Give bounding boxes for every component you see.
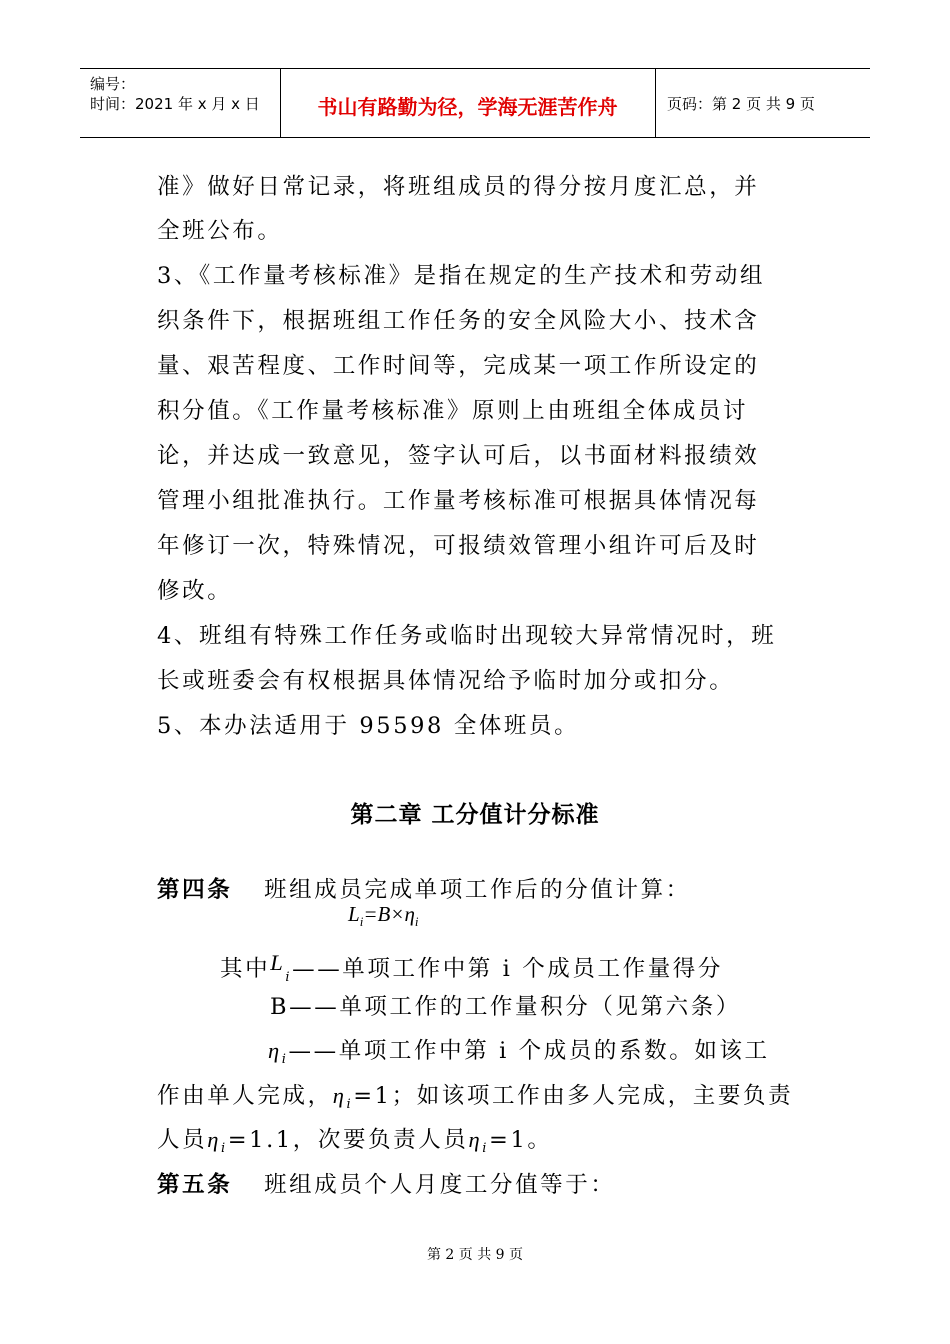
article-4: [157, 875, 691, 905]
definition-L: [220, 948, 723, 993]
def3-text: ——单项工作中第 i 个成员的系数。如该工: [288, 1038, 770, 1064]
body-line: 准》做好日常记录，将班组成员的得分按月度汇总，并: [157, 174, 760, 200]
def4-eta: η: [332, 1083, 347, 1108]
formula-sub-i2: i: [414, 914, 419, 929]
definition-eta: [268, 1036, 770, 1075]
page-footer: 第 2 页 共 9 页: [426, 1247, 524, 1263]
article-4-text: 班组成员完成单项工作后的分值计算：: [264, 877, 691, 903]
formula-sub-i: i: [359, 914, 364, 929]
body-line: 织条件下，根据班组工作任务的安全风险大小、技术含: [157, 308, 760, 334]
article-5-text: 班组成员个人月度工分值等于：: [264, 1172, 616, 1198]
formula-L: L: [348, 902, 360, 926]
def5-sub2: i: [482, 1141, 490, 1156]
def5-c: =1。: [489, 1127, 553, 1153]
def4-sub: i: [346, 1097, 354, 1112]
body-line: 年修订一次，特殊情况，可报绩效管理小组许可后及时: [157, 533, 760, 559]
definition-B: B——单项工作的工作量积分（见第六条）: [270, 994, 741, 1020]
def4-b: =1；如该项工作由多人完成，主要负责: [353, 1083, 794, 1109]
body-line: 积分值。《工作量考核标准》原则上由班组全体成员讨: [157, 398, 749, 424]
article-4-title: 第四条: [157, 877, 233, 903]
body-line: 3、《工作量考核标准》是指在规定的生产技术和劳动组: [157, 263, 766, 289]
formula: [348, 902, 419, 930]
page-code: 页码：第 2 页 共 9 页: [667, 95, 815, 113]
time-label: 时间：2021 年 x 月 x 日: [90, 95, 260, 113]
definition-line-5: [157, 1125, 552, 1164]
article-5-title: 第五条: [157, 1172, 233, 1198]
body-line: 长或班委会有权根据具体情况给予临时加分或扣分。: [157, 668, 735, 694]
body-line: 5、本办法适用于 95598 全体班员。: [157, 713, 580, 739]
body-line: 管理小组批准执行。工作量考核标准可根据具体情况每: [157, 488, 760, 514]
def1-sub: i: [285, 970, 293, 985]
header-motto-cell: [280, 69, 656, 137]
def1-prefix: 其中: [220, 956, 271, 982]
def5-sub1: i: [220, 1141, 228, 1156]
def1-L: L: [270, 950, 286, 975]
body-line: 修改。: [157, 578, 233, 604]
def5-a: 人员: [157, 1127, 208, 1153]
def3-sub: i: [281, 1052, 289, 1067]
number-label: 编号：: [90, 75, 136, 93]
def5-eta1: η: [207, 1127, 221, 1152]
definition-line-4: [157, 1081, 793, 1120]
header-right-cell: [655, 69, 870, 137]
body-line: 全班公布。: [157, 218, 283, 244]
header-left-cell: [80, 69, 281, 137]
motto: 书山有路勤为径，学海无涯苦作舟: [317, 95, 618, 119]
chapter-title: 第二章 工分值计分标准: [350, 802, 600, 828]
formula-eta: η: [404, 902, 415, 926]
article-5: [157, 1170, 615, 1200]
def4-a: 作由单人完成，: [157, 1083, 333, 1109]
def3-eta: η: [268, 1038, 282, 1063]
page-header: [80, 68, 870, 138]
body-line: 4、班组有特殊工作任务或临时出现较大异常情况时，班: [157, 623, 777, 649]
def5-b: =1.1，次要负责人员: [227, 1127, 469, 1153]
def1-text: ——单项工作中第 i 个成员工作量得分: [292, 956, 723, 982]
body-line: 论，并达成一致意见，签字认可后，以书面材料报绩效: [157, 443, 760, 469]
formula-eq: =B×: [363, 902, 405, 926]
body-line: 量、艰苦程度、工作时间等，完成某一项工作所设定的: [157, 353, 760, 379]
def5-eta2: η: [468, 1127, 483, 1152]
